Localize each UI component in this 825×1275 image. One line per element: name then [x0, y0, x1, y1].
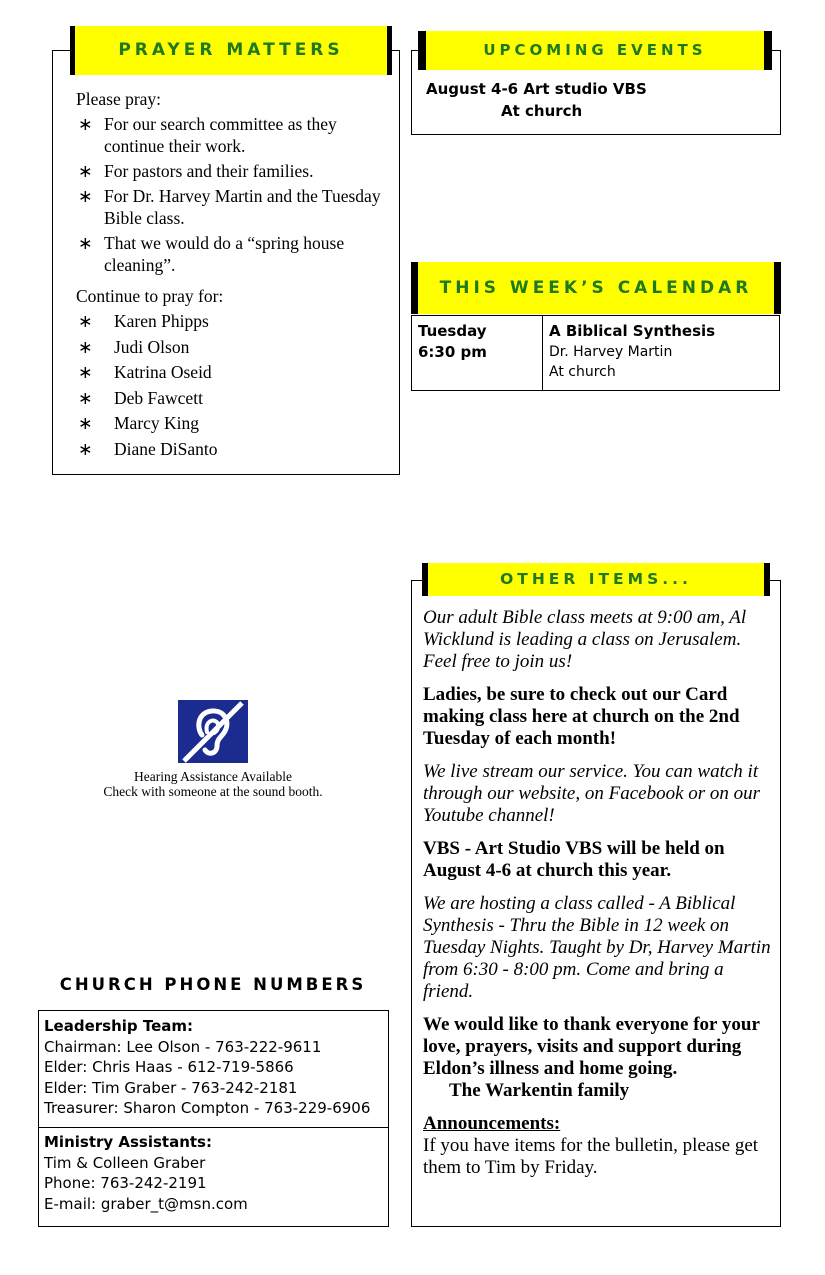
asterisk-bullet-icon: ∗ [78, 438, 93, 459]
prayer-name: ∗ Karen Phipps [76, 309, 388, 335]
announcements-text: If you have items for the bulletin, please get them to Tim by Friday. [423, 1135, 759, 1178]
calendar-divider [542, 316, 543, 390]
prayer-name: ∗ Marcy King [76, 411, 388, 437]
prayer-name: ∗ Diane DiSanto [76, 437, 388, 463]
calendar-title: THIS WEEK’S CALENDAR [439, 278, 753, 298]
asterisk-bullet-icon: ∗ [78, 387, 93, 408]
ministry-section [44, 1132, 248, 1214]
upcoming-events-title: UPCOMING EVENTS [483, 41, 707, 59]
prayer-content [76, 88, 388, 462]
prayer-name: ∗ Judi Olson [76, 335, 388, 361]
asterisk-bullet-icon: ∗ [78, 336, 93, 357]
asterisk-bullet-icon: ∗ [78, 311, 93, 331]
asterisk-bullet-icon: ∗ [78, 161, 93, 181]
asterisk-bullet-icon: ∗ [78, 186, 93, 206]
ministry-entry: Tim & Colleen Graber [44, 1153, 206, 1172]
other-item-bible-class: Our adult Bible class meets at 9:00 am, Al Wicklund is leading a class on Jerusalem. Feel free to join us! [423, 607, 747, 672]
hearing-assistance-icon [178, 700, 248, 763]
prayer-item: ∗ For Dr. Harvey Martin and the Tuesday Bible class. [78, 186, 381, 228]
other-item-thanks: We would like to thank everyone for your love, prayers, visits and support during Eldon’s illness and home going. [423, 1014, 760, 1079]
prayer-item: ∗ For our search committee as they continue their work. [78, 114, 337, 156]
other-item-signature: The Warkentin family [449, 1080, 630, 1101]
leadership-entry: Elder: Tim Graber - 763-242-2181 [44, 1078, 298, 1097]
announcements-title: Announcements: [423, 1113, 561, 1134]
asterisk-bullet-icon: ∗ [78, 362, 93, 382]
prayer-intro: Please pray: [76, 89, 162, 109]
other-items-title: OTHER ITEMS... [500, 570, 692, 588]
upcoming-events-banner [418, 31, 772, 70]
other-item-card-class: Ladies, be sure to check out our Card making class here at church on the 2nd Tuesday of each month! [423, 684, 740, 749]
prayer-matters-banner [70, 26, 392, 75]
calendar-event-cell [549, 321, 715, 383]
leadership-entry: Elder: Chris Haas - 612-719-5866 [44, 1058, 294, 1076]
event-line: August 4-6 Art studio VBS [426, 80, 647, 98]
calendar-event-leader: Dr. Harvey Martin [549, 343, 673, 360]
ministry-entry: Phone: 763-242-2191 [44, 1174, 207, 1192]
calendar-event-title: A Biblical Synthesis [549, 322, 716, 340]
leadership-section [44, 1016, 370, 1119]
leadership-title: Leadership Team: [44, 1017, 194, 1035]
other-item-vbs: VBS - Art Studio VBS will be held on August 4-6 at church this year. [423, 838, 725, 881]
other-item-synthesis: We are hosting a class called - A Biblical Synthesis - Thru the Bible in 12 week on Tuesday Nights. Taught by Dr, Harvey Martin from 6:30 - 8:00 pm. Come and bring a friend. [423, 893, 771, 1002]
hearing-line1: Hearing Assistance Available [134, 769, 292, 784]
prayer-continue-label: Continue to pray for: [76, 286, 224, 306]
hearing-line2: Check with someone at the sound booth. [103, 784, 323, 799]
phone-heading: CHURCH PHONE NUMBERS [59, 975, 367, 994]
leadership-entry: Treasurer: Sharon Compton - 763-229-6906 [44, 1099, 371, 1117]
calendar-day-cell [418, 321, 487, 363]
calendar-time: 6:30 pm [418, 343, 487, 361]
prayer-item: ∗ That we would do a “spring house cleaning”. [78, 233, 345, 275]
event-location: At church [501, 102, 583, 120]
asterisk-bullet-icon: ∗ [78, 413, 93, 433]
prayer-matters-title: PRAYER MATTERS [118, 40, 344, 60]
calendar-table [411, 315, 780, 391]
upcoming-events-content [426, 78, 647, 122]
prayer-item: ∗ For pastors and their families. [78, 161, 314, 181]
asterisk-bullet-icon: ∗ [78, 233, 93, 253]
phone-divider [39, 1127, 388, 1128]
prayer-name: ∗ Deb Fawcett [76, 386, 388, 412]
ministry-title: Ministry Assistants: [44, 1133, 212, 1151]
ministry-email: E-mail: graber_t@msn.com [44, 1194, 248, 1213]
calendar-event-location: At church [549, 364, 616, 380]
calendar-day: Tuesday [418, 322, 487, 340]
other-items-banner [422, 563, 770, 596]
other-item-livestream: We live stream our service. You can watch it through our website, on Facebook or on our Youtube channel! [423, 761, 761, 826]
leadership-entry: Chairman: Lee Olson - 763-222-9611 [44, 1037, 322, 1056]
phone-box [38, 1010, 389, 1227]
prayer-name: ∗ Katrina Oseid [76, 360, 388, 386]
hearing-assistance [60, 700, 366, 799]
other-items-content [423, 607, 771, 1179]
calendar-banner [411, 262, 781, 314]
asterisk-bullet-icon: ∗ [78, 114, 93, 134]
